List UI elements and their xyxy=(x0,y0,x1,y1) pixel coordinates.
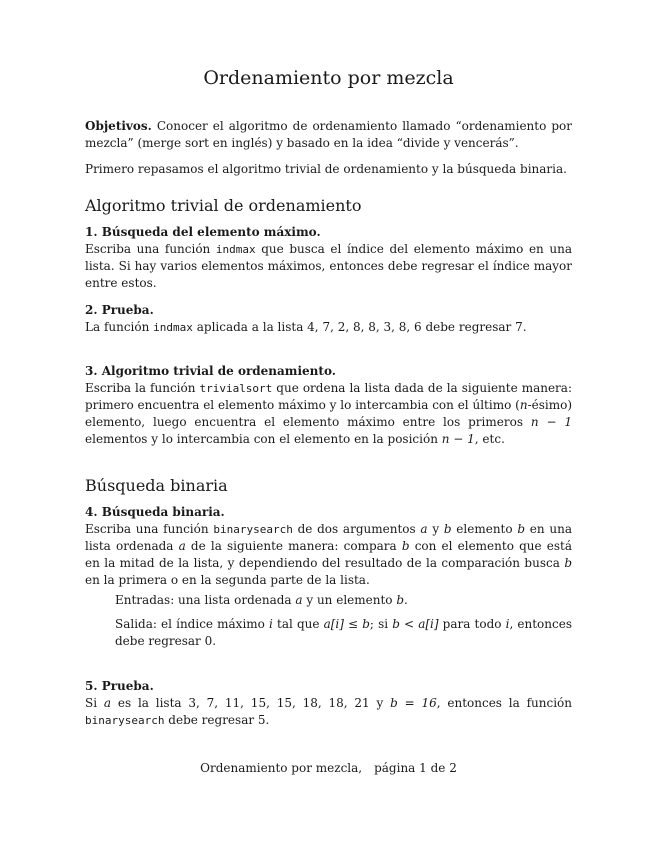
problem-3-text: Escriba la función xyxy=(85,381,200,395)
problem-2-text-cont: aplicada a la lista 4, 7, 2, 8, 8, 3, 8, 6 debe regresar 7. xyxy=(192,320,527,334)
page-footer xyxy=(85,760,572,777)
math-n-minus-1: n − 1 xyxy=(441,432,475,446)
math-b: b xyxy=(517,522,526,536)
problem-3-text-2: que ordena la lista dada de la siguiente manera: primero encuentra el elemento máximo y lo intercambia con el último ( xyxy=(85,381,572,412)
problem-1-text: Escriba una función xyxy=(85,242,216,256)
math-a: a xyxy=(295,593,303,607)
problem-3-text-4: elementos y lo intercambia con el elemento en la posición xyxy=(85,432,442,446)
math-b: b xyxy=(401,539,410,553)
problem-3-text-5: , etc. xyxy=(474,432,505,446)
p4-y: y xyxy=(427,522,444,536)
math-a: a xyxy=(420,522,428,536)
math-i: i xyxy=(269,617,273,631)
inputs-t1: Entradas: una lista ordenada xyxy=(115,593,296,607)
code-binarysearch: binarysearch xyxy=(85,714,165,727)
problem-2-title: 2. Prueba. xyxy=(85,303,154,317)
math-b-lt-ai: b < a[i] xyxy=(392,617,439,631)
output-t5: , entonces debe regresar 0. xyxy=(115,617,572,648)
objectives-text: Conocer el algoritmo de ordenamiento llamado “ordenamiento por mezcla” (merge sort en inglés) y basado en la idea “divide y vencerás”. xyxy=(85,119,572,150)
p4-t1: Escriba una función xyxy=(85,522,214,536)
problem-4-title: 4. Búsqueda binaria. xyxy=(85,505,225,519)
problem-2-body xyxy=(85,319,572,336)
problem-3-title: 3. Algoritmo trivial de ordenamiento. xyxy=(85,364,336,378)
footer-page-number: página 1 de 2 xyxy=(374,761,457,775)
problem-1-text-cont: que busca el índice del elemento máximo en una lista. Si hay varios elementos máximos, entonces debe regresar el índice mayor entre estos. xyxy=(85,242,573,290)
math-b: b xyxy=(564,556,572,570)
code-trivialsort: trivialsort xyxy=(199,382,273,395)
section-heading-binary-search: Búsqueda binaria xyxy=(85,476,228,495)
p5-t3: , entonces la función xyxy=(436,696,573,710)
problem-4-body xyxy=(85,521,572,589)
math-b-eq-16: b = 16 xyxy=(390,696,437,710)
p5-t4: debe regresar 5. xyxy=(164,713,270,727)
problem-5-body xyxy=(85,695,572,729)
review-paragraph: Primero repasamos el algoritmo trivial de ordenamiento y la búsqueda binaria. xyxy=(85,162,567,176)
p4-t7: en la primera o en la segunda parte de la lista. xyxy=(85,573,370,587)
objectives-paragraph xyxy=(85,118,572,152)
inputs-t3: . xyxy=(404,593,408,607)
p4-t6: con el elemento que está en la mitad de la lista, y dependiendo del resultado de la comparación busca xyxy=(85,539,573,570)
p4-t5: de la siguiente manera: compara xyxy=(185,539,402,553)
math-i: i xyxy=(505,617,510,631)
code-indmax: indmax xyxy=(215,243,256,256)
inputs-t2: y un elemento xyxy=(302,593,397,607)
p5-t2: es la lista 3, 7, 11, 15, 15, 18, 18, 21 y xyxy=(111,696,391,710)
output-t4: para todo xyxy=(438,617,506,631)
code-binarysearch: binarysearch xyxy=(213,523,293,536)
footer-title: Ordenamiento por mezcla, xyxy=(200,761,363,775)
problem-1 xyxy=(85,224,572,292)
problem-1-body xyxy=(85,241,572,292)
output-description xyxy=(115,616,572,650)
p4-t4: en una lista ordenada xyxy=(85,522,572,553)
code-indmax: indmax xyxy=(153,321,193,334)
problem-2 xyxy=(85,302,572,336)
p4-t2: de dos argumentos xyxy=(292,522,421,536)
output-t3: ; si xyxy=(369,617,393,631)
problem-1-title: 1. Búsqueda del elemento máximo. xyxy=(85,225,321,239)
p4-t3: elemento xyxy=(451,522,518,536)
problem-5-title: 5. Prueba. xyxy=(85,679,154,693)
math-b: b xyxy=(443,522,452,536)
problem-2-text: La función xyxy=(85,320,154,334)
problem-3 xyxy=(85,363,572,448)
problem-5 xyxy=(85,678,572,729)
math-a: a xyxy=(178,539,186,553)
math-n-minus-1: n − 1 xyxy=(530,415,572,429)
problem-4 xyxy=(85,504,572,589)
inputs-description xyxy=(115,592,572,609)
math-a: a xyxy=(103,696,112,710)
p5-t1: Si xyxy=(85,696,104,710)
output-t2: tal que xyxy=(272,617,324,631)
section-heading-trivial-sort: Algoritmo trivial de ordenamiento xyxy=(85,196,362,215)
problem-3-body xyxy=(85,380,572,448)
math-b: b xyxy=(396,593,405,607)
output-t1: Salida: el índice máximo xyxy=(115,617,270,631)
problem-3-text-3: -ésimo) elemento, luego encuentra el elemento máximo entre los primeros xyxy=(85,398,572,429)
math-ai-le-b: a[i] ≤ b xyxy=(323,617,370,631)
math-n: n xyxy=(519,398,528,412)
objectives-label: Objetivos. xyxy=(85,119,152,133)
page-title: Ordenamiento por mezcla xyxy=(203,67,454,89)
